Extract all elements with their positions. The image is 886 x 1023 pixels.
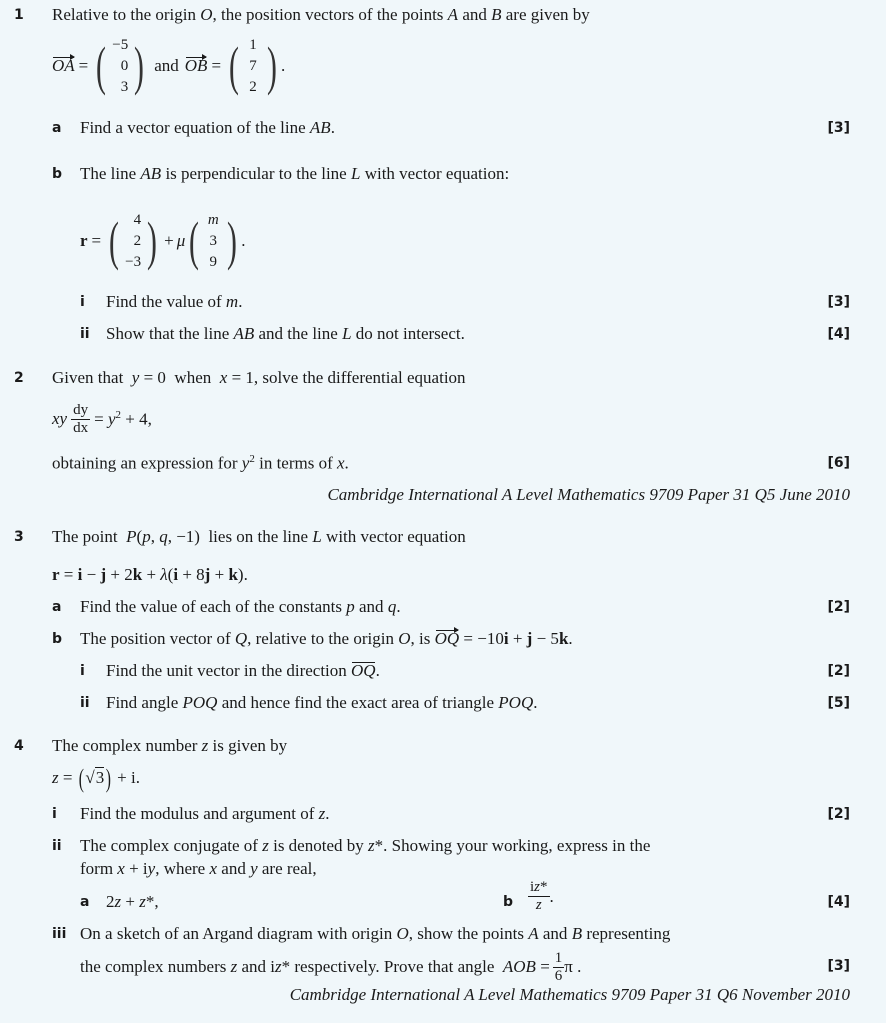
source-citation: Cambridge International A Level Mathematics 9709 Paper 31 Q5 June 2010 (327, 485, 850, 504)
part-label: iii (52, 926, 67, 942)
subpart-label: i (80, 663, 85, 679)
source-citation: Cambridge International A Level Mathematics 9709 Paper 31 Q6 November 2010 (289, 985, 850, 1004)
position-vector: ( 4 2 −3 ) (109, 211, 158, 271)
part-text: On a sketch of an Argand diagram with origin O, show the points A and B representing (80, 924, 671, 943)
marks: [4] (827, 894, 850, 910)
question-number: 3 (14, 529, 24, 545)
subpart-text: Show that the line AB and the line L do not intersect. (106, 324, 465, 343)
part-label: a (52, 599, 62, 615)
part-label: i (52, 806, 57, 822)
question-number: 4 (14, 738, 24, 754)
marks: [4] (827, 326, 850, 342)
marks: [3] (827, 294, 850, 310)
subpart-label: ii (80, 695, 90, 711)
question-intro: Given that y = 0 when x = 1, solve the differential equation (52, 368, 466, 387)
vector-definitions: OA = ( −5 0 3 ) and OB = ( 1 7 2 ) . (52, 36, 286, 96)
subpart-text: Find the unit vector in the direction OQ. (106, 661, 380, 680)
marks: [6] (827, 455, 850, 471)
subpart-label: i (80, 294, 85, 310)
complex-number-definition: z = ( √3) + i. (52, 764, 140, 793)
part-text: The position vector of Q, relative to the origin O, is OQ = −10i + j − 5k. (80, 629, 573, 648)
line-equation: r = i − j + 2k + λ(i + 8j + k). (52, 565, 248, 584)
vector-OB: ( 1 7 2 ) (229, 36, 277, 96)
marks: [3] (827, 958, 850, 974)
part-label: b (52, 631, 63, 647)
part-text: The line AB is perpendicular to the line L with vector equation: (80, 164, 510, 183)
part-text: Find a vector equation of the line AB. (80, 118, 335, 137)
subpart-label: ii (80, 326, 90, 342)
part-label: b (52, 166, 63, 182)
question-number: 1 (14, 7, 24, 23)
vector-OA-label: OA (52, 56, 75, 75)
part-label: ii (52, 838, 62, 854)
subpart-label: a (80, 894, 90, 910)
derivative-fraction: $\frac{dy}{dx}$ (73, 401, 89, 436)
marks: [2] (827, 599, 850, 615)
line-L-equation: r = ( 4 2 −3 ) + μ ( m 3 9 ) . (80, 211, 246, 271)
subpart-fraction: $\frac{iz*}{z}$ . (530, 879, 554, 913)
subpart-text: Find the value of m. (106, 292, 243, 311)
subpart-label: b (503, 894, 514, 910)
marks: [2] (827, 663, 850, 679)
question-intro: Relative to the origin O, the position vectors of the points A and B are given by (52, 5, 590, 24)
marks: [5] (827, 695, 850, 711)
marks: [2] (827, 806, 850, 822)
subpart-text: Find angle POQ and hence find the exact area of triangle POQ. (106, 693, 538, 712)
question-intro: The point P(p, q, −1) lies on the line L with vector equation (52, 527, 466, 546)
differential-equation: xy $\frac{dy}{dx}$ = $y^2 + 4$, (52, 401, 152, 436)
vector-OB-label: OB (184, 56, 208, 75)
part-text: Find the value of each of the constants p and q. (80, 597, 401, 616)
question-tail: obtaining an expression for $y^2$ in terms of x. (52, 453, 349, 473)
vector-OA: ( −5 0 3 ) (96, 36, 145, 96)
part-text: The complex conjugate of z is denoted by z*. Showing your working, express in the (80, 836, 651, 855)
question-number: 2 (14, 370, 24, 386)
direction-vector: ( m 3 9 ) (189, 211, 238, 271)
part-text-line2: the complex numbers z and iz* respectively. Prove that angle AOB = $\frac{1}{6}$ π . (80, 949, 582, 984)
question-intro: The complex number z is given by (52, 736, 288, 755)
subpart-text: 2z + z*, (106, 892, 159, 911)
part-label: a (52, 120, 62, 136)
part-text: Find the modulus and argument of z. (80, 804, 330, 823)
part-text-line2: form x + iy, where x and y are real, (80, 859, 317, 878)
marks: [3] (827, 120, 850, 136)
